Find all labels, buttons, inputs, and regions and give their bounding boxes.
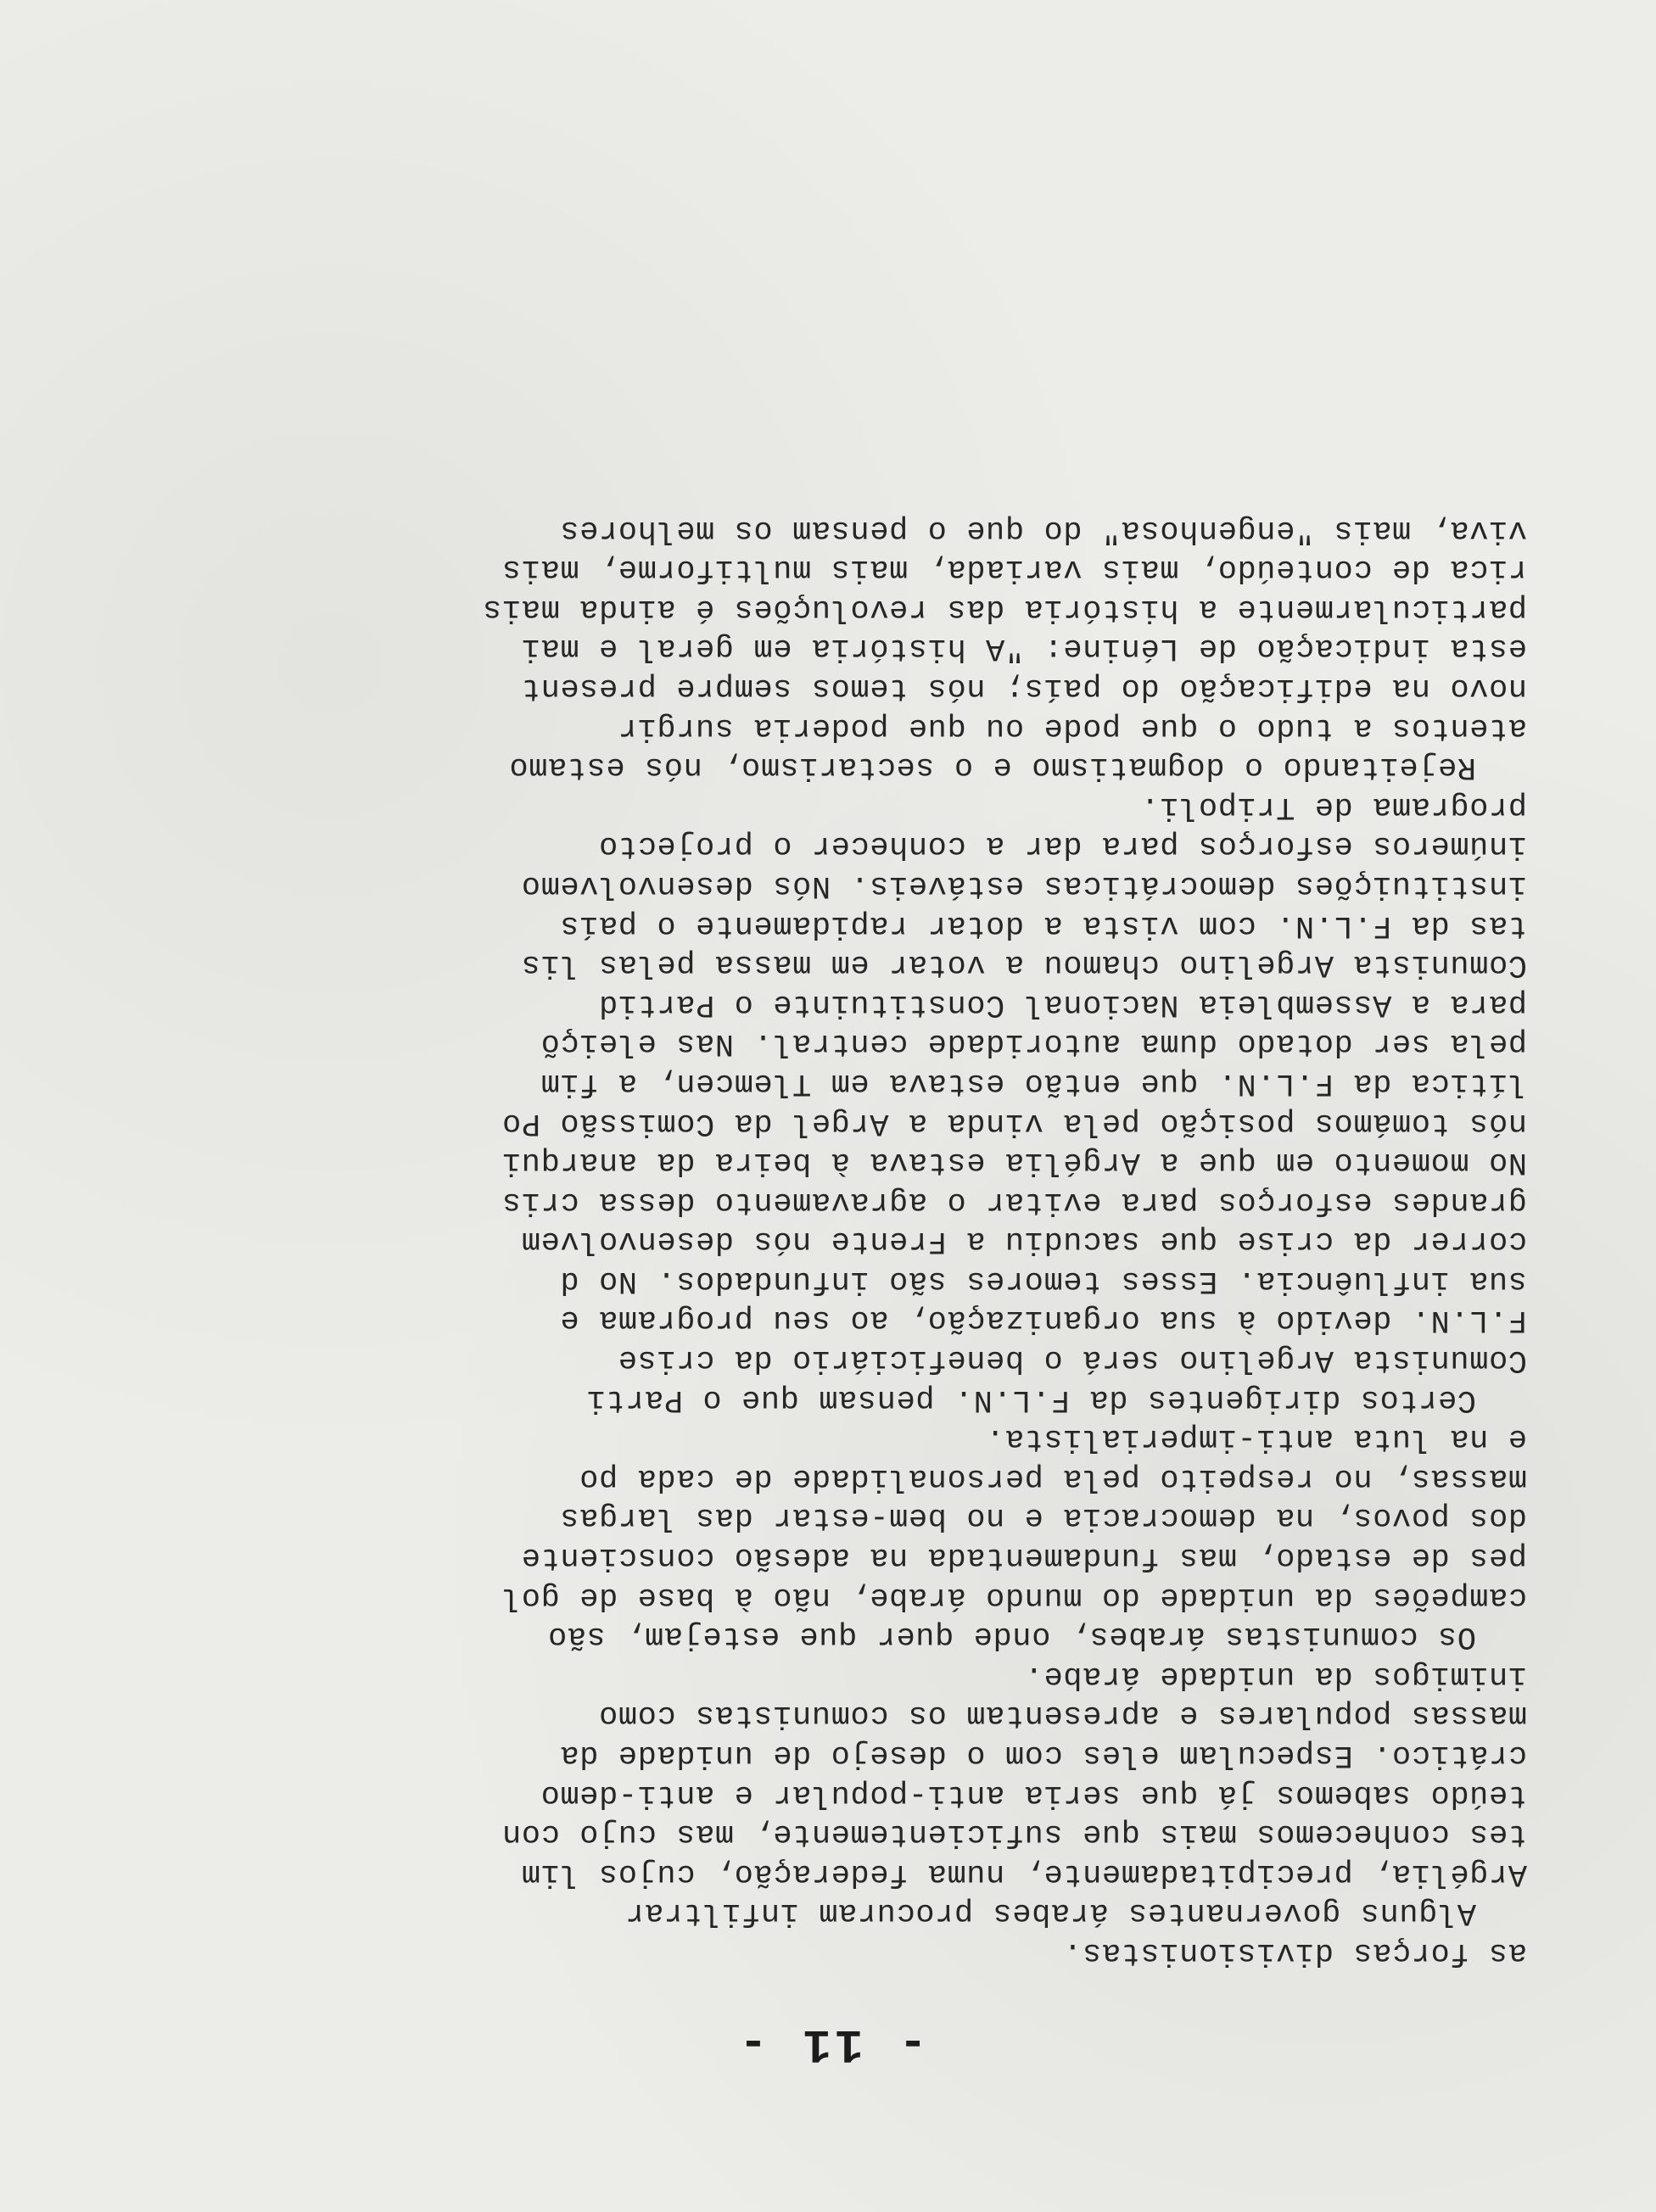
text-line: Os comunistas árabes, onde quer que estejam, são [547,1618,1476,1655]
text-line: atentos a tudo o que pode ou que poderia surgir [618,709,1527,746]
text-line: correr da crise que sacudiu a Frente nós desenvolvem [521,1223,1527,1260]
text-line: No momento em que a Argélia estava à beira da anarqui [501,1144,1527,1181]
text-line: programa de Tripoli. [1139,788,1527,824]
text-line: esta indicação de Lénine: "A história em geral e mai [521,630,1527,667]
text-line: Alguns governantes árabes procuram infiltrar [624,1895,1476,1931]
text-line: grandes esforços para evitar o agravamento dessa cris [501,1183,1527,1220]
text-line: instituições democráticas estáveis. Nós desenvolvemo [521,867,1527,903]
text-line: Certos dirigentes da F.L.N. pensam que o Parti [586,1381,1476,1417]
text-line: lítica da F.L.N. que então estava em Tlemcen, a fim [540,1064,1527,1101]
text-line: dos povos, na democracia e no bem-estar das largas [559,1500,1527,1536]
text-line: nós tomámos posição pela vinda a Argel da Comissão Po [501,1104,1527,1141]
text-line: tas da F.L.N. com vista a dotar rapidamente o país [559,907,1527,943]
text-line: para a Assembleia Nacional Constituinte o Partid [598,986,1527,1022]
text-line: inimigos da unidade árabe. [1024,1657,1527,1694]
text-line: Comunista Argelino chamou a votar em massa pelas lis [521,947,1527,983]
text-line: tes conhecemos mais que suficientemente, mas cujo con [501,1816,1527,1852]
text-line: rica de conteúdo, mais variada, mais multiforme, mais [501,551,1527,588]
text-line: as forças divisionistas. [1062,1935,1527,1970]
page-number: - 11 - [736,2017,927,2071]
text-line: massas populares e apresentam os comunistas como [598,1697,1527,1734]
text-line: viva, mais "engenhosa" do que o pensam os melhores [559,511,1527,548]
text-line: particularmente a história das revoluções é ainda mais [482,590,1527,627]
text-line: pela ser dotado duma autoridade central. Nas eleiçõ [540,1025,1527,1062]
text-line: crático. Especulam eles com o desejo de unidade da [559,1737,1527,1774]
text-line: novo na edificação do país; nós temos sempre present [521,670,1527,706]
text-line: F.L.N. devido à sua organização, ao seu programa e [559,1302,1527,1338]
text-line: teúdo sabemos já que seria anti-popular e anti-demo [540,1776,1527,1813]
text-line: Comunista Argelino será o beneficiário da crise [618,1342,1527,1378]
text-line: Rejeitando o dogmatismo e o sectarismo, nós estamo [508,749,1476,785]
body-text [127,510,1536,1972]
document-page [127,115,1536,2091]
text-line: e na luta anti-imperialista. [985,1421,1527,1457]
text-line: pes de estado, mas fundamentada na adesão consciente [521,1539,1527,1576]
text-line: inúmeros esforços para dar a conhecer o projecto [598,828,1527,864]
text-line: sua influência. Esses temores são infundados. No d [559,1262,1527,1299]
text-line: Argélia, precipitadamente, numa federação, cujos lim [521,1855,1527,1891]
text-line: massas, no respeito pela personalidade de cada po [579,1460,1527,1496]
text-line: campeões da unidade do mundo árabe, não à base de gol [501,1578,1527,1615]
